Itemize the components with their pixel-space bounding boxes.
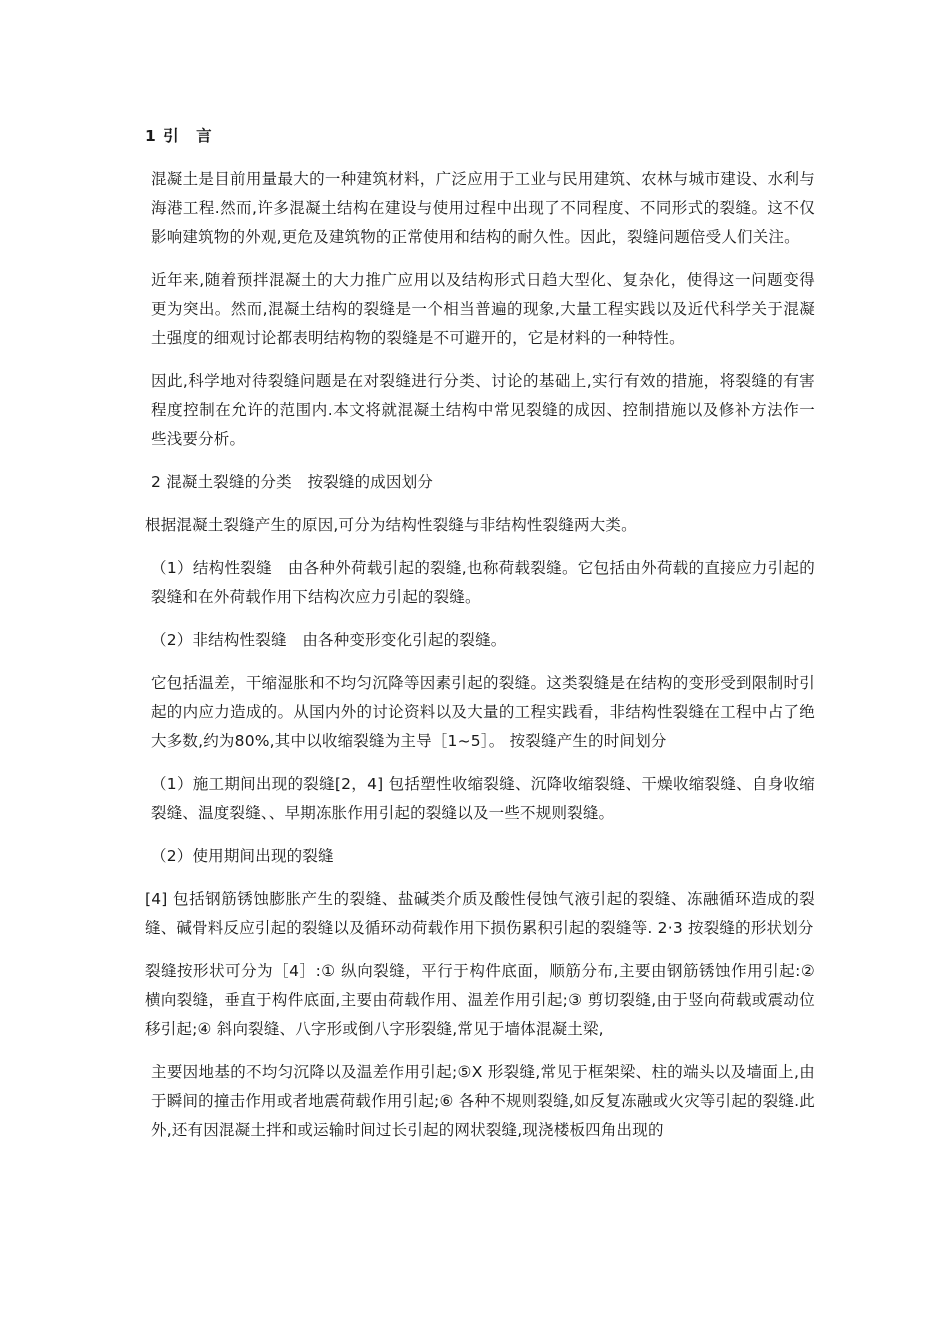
paragraph-7: （2）非结构性裂缝 由各种变形变化引起的裂缝。 bbox=[151, 631, 507, 649]
paragraph-11: [4] 包括钢筋锈蚀膨胀产生的裂缝、盐碱类介质及酸性侵蚀气液引起的裂缝、冻融循环造成的裂缝、碱骨料反应引起的裂缝以及循环动荷载作用下损伤累积引起的裂缝等. 2·3 按裂缝的形状划分 bbox=[145, 890, 815, 937]
section-heading-classification: 2 混凝土裂缝的分类 按裂缝的成因划分 bbox=[151, 473, 434, 491]
paragraph-10: （2）使用期间出现的裂缝 bbox=[151, 847, 334, 865]
paragraph-1: 混凝土是目前用量最大的一种建筑材料，广泛应用于工业与民用建筑、农林与城市建设、水利与海港工程.然而,许多混凝土结构在建设与使用过程中出现了不同程度、不同形式的裂缝。这不仅影响建筑物的外观,更危及建筑物的正常使用和结构的耐久性。因此，裂缝问题倍受人们关注。 bbox=[151, 170, 815, 246]
paragraph-3: 因此,科学地对待裂缝问题是在对裂缝进行分类、讨论的基础上,实行有效的措施，将裂缝的有害程度控制在允许的范围内.本文将就混凝土结构中常见裂缝的成因、控制措施以及修补方法作一些浅要分析。 bbox=[151, 372, 815, 448]
paragraph-6: （1）结构性裂缝 由各种外荷载引起的裂缝,也称荷载裂缝。它包括由外荷载的直接应力引起的裂缝和在外荷载作用下结构次应力引起的裂缝。 bbox=[151, 559, 815, 606]
paragraph-2: 近年来,随着预拌混凝土的大力推广应用以及结构形式日趋大型化、复杂化，使得这一问题变得更为突出。然而,混凝土结构的裂缝是一个相当普遍的现象,大量工程实践以及近代科学关于混凝土强度的细观讨论都表明结构物的裂缝是不可避开的，它是材料的一种特性。 bbox=[151, 271, 815, 347]
paragraph-13: 主要因地基的不均匀沉降以及温差作用引起;⑤X 形裂缝,常见于框架梁、柱的端头以及墙面上,由于瞬间的撞击作用或者地震荷载作用引起;⑥ 各种不规则裂缝,如反复冻融或火灾等引起的裂缝.此外,还有因混凝土拌和或运输时间过长引起的网状裂缝,现浇楼板四角出现的 bbox=[151, 1063, 815, 1139]
paragraph-12: 裂缝按形状可分为［4］:① 纵向裂缝，平行于构件底面，顺筋分布,主要由钢筋锈蚀作用引起:② 横向裂缝，垂直于构件底面,主要由荷载作用、温差作用引起;③ 剪切裂缝,由于竖向荷载或震动位移引起;④ 斜向裂缝、八字形或倒八字形裂缝,常见于墙体混凝土梁, bbox=[145, 962, 815, 1038]
document-page bbox=[145, 122, 815, 1159]
paragraph-5: 根据混凝土裂缝产生的原因,可分为结构性裂缝与非结构性裂缝两大类。 bbox=[145, 516, 637, 534]
paragraph-9: （1）施工期间出现的裂缝[2，4] 包括塑性收缩裂缝、沉降收缩裂缝、干燥收缩裂缝、自身收缩裂缝、温度裂缝、、早期冻胀作用引起的裂缝以及一些不规则裂缝。 bbox=[151, 775, 815, 822]
section-heading-introduction: 1 引 言 bbox=[145, 127, 213, 145]
paragraph-8: 它包括温差，干缩湿胀和不均匀沉降等因素引起的裂缝。这类裂缝是在结构的变形受到限制时引起的内应力造成的。从国内外的讨论资料以及大量的工程实践看，非结构性裂缝在工程中占了绝大多数,约为80%,其中以收缩裂缝为主导［1~5］。 按裂缝产生的时间划分 bbox=[151, 674, 815, 750]
